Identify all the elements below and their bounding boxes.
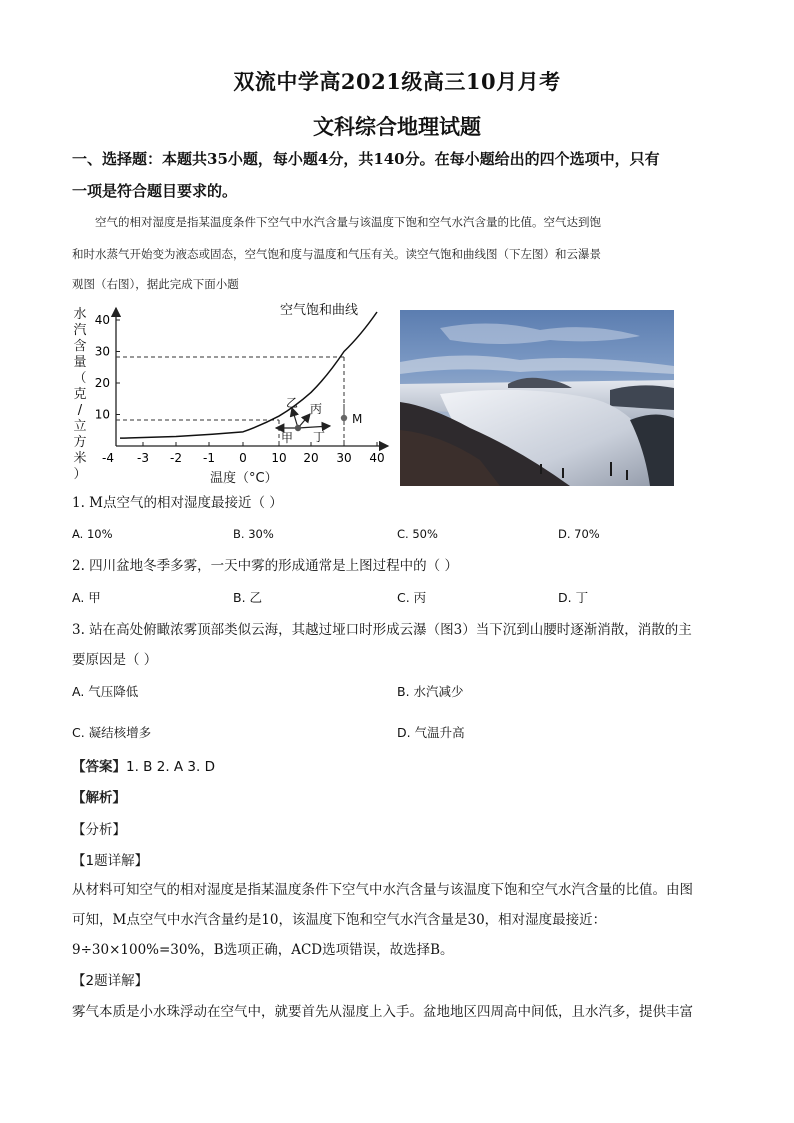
- y-tick-label: 10: [94, 407, 110, 422]
- q2-option-b[interactable]: B. 乙: [233, 590, 263, 605]
- q2-detail-line1: 雾气本质是小水珠浮动在空气中，就要首先从湿度上入手。盆地地区四周高中间低，且水汽多，提供丰富: [72, 1004, 693, 1020]
- y-axis-label: [73, 306, 86, 482]
- q1-option-c[interactable]: C. 50%: [397, 527, 438, 541]
- y-tick-label: 20: [94, 376, 110, 390]
- svg-text:水汽含量（克/立方米）: 水汽含量（克/立方米）: [73, 307, 87, 482]
- q3-option-b[interactable]: B. 水汽减少: [397, 684, 464, 699]
- question-3-stem-line2: 要原因是（ ）: [72, 652, 158, 668]
- x-tick-label: 40: [369, 451, 385, 465]
- exam-subtitle: 文科综合地理试题: [313, 114, 481, 139]
- x-tick-label: 30: [336, 451, 352, 465]
- q1-option-a[interactable]: A. 10%: [72, 527, 113, 541]
- q3-option-d[interactable]: D. 气温升高: [397, 725, 465, 740]
- question-1-stem: 1. M点空气的相对湿度最接近（ ）: [72, 495, 283, 511]
- material-line3: 观图（右图），据此完成下面小题: [72, 277, 239, 291]
- q2-option-d[interactable]: D. 丁: [558, 590, 589, 605]
- q1-detail-line2: 可知，M点空气中水汽含量约是10，该温度下饱和空气水汽含量是30，相对湿度最接近：: [72, 912, 607, 928]
- saturation-curve-chart: [68, 296, 396, 491]
- label-jia: 甲: [281, 431, 294, 445]
- answer-text: 1. B 2. A 3. D: [126, 759, 215, 775]
- label-bing: 丙: [310, 402, 323, 416]
- q2-option-c[interactable]: C. 丙: [397, 590, 427, 605]
- q1-detail-heading: 【1题详解】: [72, 853, 149, 869]
- q1-detail-line3: 9÷30×100%=30%，B选项正确，ACD选项错误，故选择B。: [72, 942, 454, 958]
- material-line2: 和时水蒸气开始变为液态或固态，空气饱和度与温度和气压有关。读空气饱和曲线图（下左图）和云瀑景: [72, 247, 601, 261]
- section-instruction-line1: 一、选择题：本题共35小题，每小题4分，共140分。在每小题给出的四个选项中，只有: [72, 150, 660, 168]
- chart-title: 空气饱和曲线: [280, 303, 359, 318]
- q1-detail-line1: 从材料可知空气的相对湿度是指某温度条件下空气中水汽含量与该温度下饱和空气水汽含量的比值。由图: [72, 882, 693, 898]
- q3-option-c[interactable]: C. 凝结核增多: [72, 725, 152, 740]
- question-2-stem: 2. 四川盆地冬季多雾，一天中雾的形成通常是上图过程中的（ ）: [72, 558, 458, 574]
- q1-option-d[interactable]: D. 70%: [558, 527, 600, 541]
- cloud-waterfall-photo: [400, 310, 674, 486]
- point-m: [341, 415, 347, 421]
- y-tick-label: 30: [94, 344, 110, 359]
- x-tick-label: -4: [102, 451, 114, 465]
- question-3-stem-line1: 3. 站在高处俯瞰浓雾顶部类似云海，其越过垭口时形成云瀑（图3）当下沉到山腰时逐渐消散，消散的主: [72, 622, 692, 638]
- start-point: [295, 425, 301, 431]
- point-m-label: M: [352, 412, 363, 426]
- x-tick-label: 0: [239, 451, 247, 465]
- arrow-ding: [298, 426, 330, 428]
- x-tick-label: 10: [271, 451, 287, 465]
- fenxi-heading: 【分析】: [72, 822, 126, 838]
- q2-detail-heading: 【2题详解】: [72, 973, 149, 989]
- q2-option-a[interactable]: A. 甲: [72, 590, 101, 605]
- analysis-heading: 【解析】: [72, 790, 126, 806]
- label-ding: 丁: [313, 430, 326, 444]
- answer-label: 【答案】: [72, 759, 126, 775]
- x-tick-label: 20: [303, 451, 319, 465]
- q1-option-b[interactable]: B. 30%: [233, 527, 274, 541]
- x-tick-label: -2: [170, 451, 182, 465]
- exam-title: 双流中学高2021级高三10月月考: [233, 69, 561, 94]
- x-tick-label: -3: [137, 451, 149, 465]
- x-tick-label: -1: [203, 451, 215, 465]
- y-tick-label: 40: [94, 313, 110, 327]
- material-line1: 空气的相对湿度是指某温度条件下空气中水汽含量与该温度下饱和空气水汽含量的比值。空气达到饱: [95, 215, 601, 229]
- section-instruction-line2: 一项是符合题目要求的。: [72, 182, 238, 200]
- q3-option-a[interactable]: A. 气压降低: [72, 684, 139, 699]
- answer-line: [72, 755, 215, 775]
- x-axis-label: 温度（°C）: [210, 471, 278, 486]
- saturation-curve: [120, 312, 377, 438]
- label-yi: 乙: [286, 396, 299, 410]
